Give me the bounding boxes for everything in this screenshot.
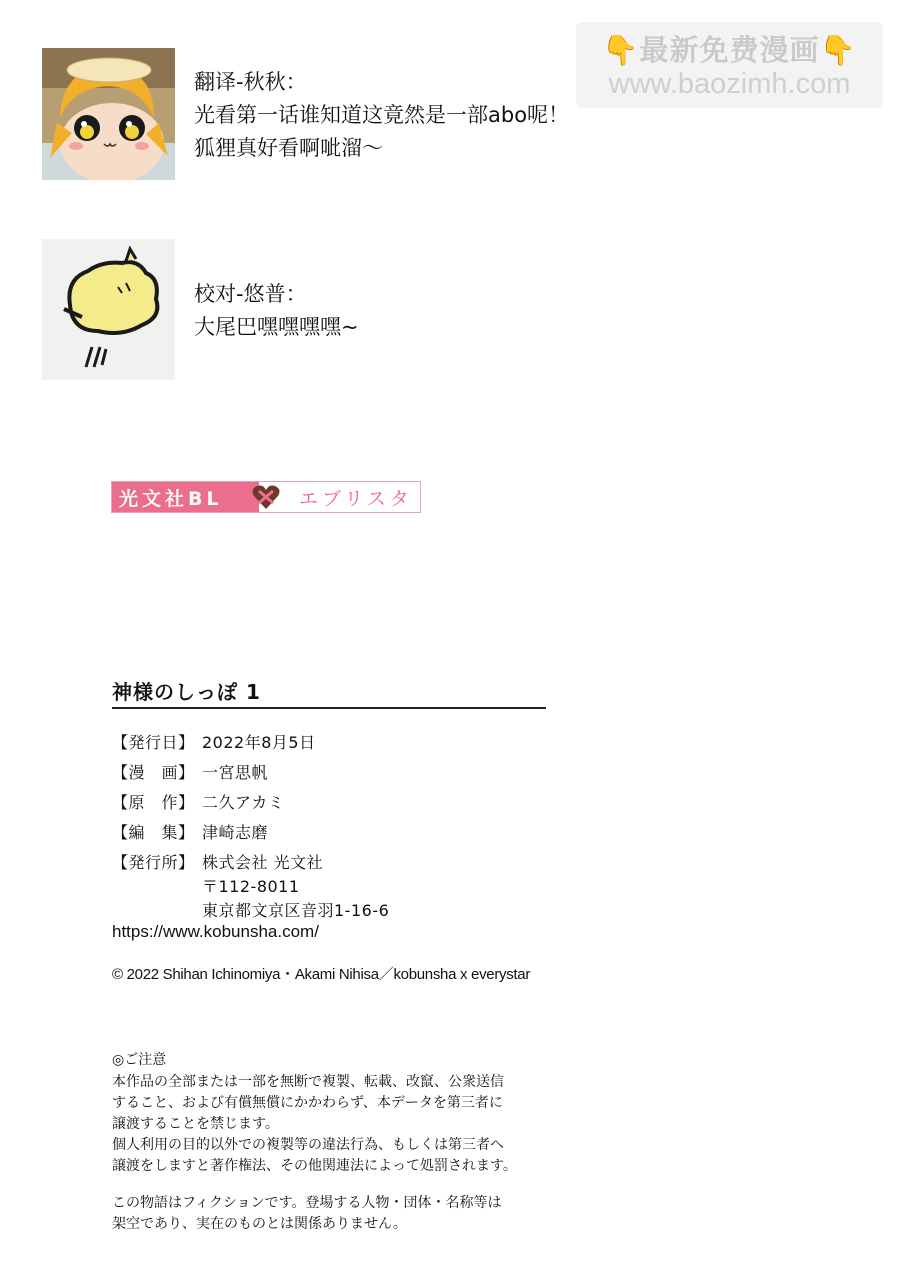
row-label: 【発行日】 xyxy=(112,733,195,752)
notice-line: 本作品の全部または一部を無断で複製、転載、改竄、公衆送信 xyxy=(112,1074,504,1090)
row-label: 【原 作】 xyxy=(112,793,195,812)
proofreader-credit xyxy=(194,278,359,344)
colophon-row-date xyxy=(112,730,316,753)
row-label: 【漫 画】 xyxy=(112,763,195,782)
watermark-url: www.baozimh.com xyxy=(608,68,851,100)
row-value: 2022年8月5日 xyxy=(202,733,316,752)
notice-block xyxy=(112,1072,517,1177)
fiction-notice xyxy=(112,1193,501,1235)
notice-line: 譲渡することを禁じます。 xyxy=(112,1116,279,1132)
proofreader-avatar xyxy=(42,239,175,380)
fiction-line: この物語はフィクションです。登場する人物・団体・名称等は xyxy=(112,1195,502,1211)
colophon-row-author xyxy=(112,790,284,813)
colophon-row-artist xyxy=(112,760,268,783)
fiction-line: 架空であり、実在のものとは関係ありません。 xyxy=(112,1216,407,1232)
translator-avatar xyxy=(42,48,175,180)
logo-right-text: エブリスタ xyxy=(299,487,413,510)
book-title: 神様のしっぽ 1 xyxy=(112,680,261,704)
translator-comment-line: 狐狸真好看啊呲溜～ xyxy=(194,136,383,160)
publisher-url: https://www.kobunsha.com/ xyxy=(112,922,319,941)
row-label: 【発行所】 xyxy=(112,853,195,872)
notice-line: すること、および有償無償にかかわらず、本データを第三者に xyxy=(112,1095,503,1111)
row-label: 【編 集】 xyxy=(112,823,195,842)
proofreader-comment-line: 大尾巴嘿嘿嘿嘿~ xyxy=(194,315,359,339)
notice-line: 譲渡をしますと著作権法、その他関連法によって処罰されます。 xyxy=(112,1158,517,1174)
colophon-row-editor xyxy=(112,820,268,843)
notice-heading: ◎ご注意 xyxy=(112,1052,167,1068)
publisher-address: 東京都文京区音羽1-16-6 xyxy=(202,901,390,920)
postal-code: 〒112-8011 xyxy=(202,877,300,896)
translator-comment-line: 光看第一话谁知道这竟然是一部abo呢！ xyxy=(194,103,570,127)
proofreader-name: 校对-悠普： xyxy=(194,282,307,306)
watermark-banner xyxy=(576,22,883,108)
row-value: 津崎志磨 xyxy=(202,823,269,842)
logo-left-text: 光文社BL xyxy=(112,482,259,512)
translator-name: 翻译-秋秋： xyxy=(194,70,307,94)
heart-icon xyxy=(251,483,281,511)
copyright-notice: © 2022 Shihan Ichinomiya・Akami Nihisa／kobunsha x everystar xyxy=(112,966,531,983)
title-divider xyxy=(112,707,546,709)
notice-line: 個人利用の目的以外での複製等の違法行為、もしくは第三者へ xyxy=(112,1137,504,1153)
row-value: 株式会社 光文社 xyxy=(202,853,324,872)
translator-credit xyxy=(194,66,569,165)
row-value: 一宮思帆 xyxy=(202,763,269,782)
watermark-title: 👇最新免费漫画👇 xyxy=(602,33,857,67)
row-value: 二久アカミ xyxy=(202,793,285,812)
colophon-row-publisher xyxy=(112,850,323,873)
